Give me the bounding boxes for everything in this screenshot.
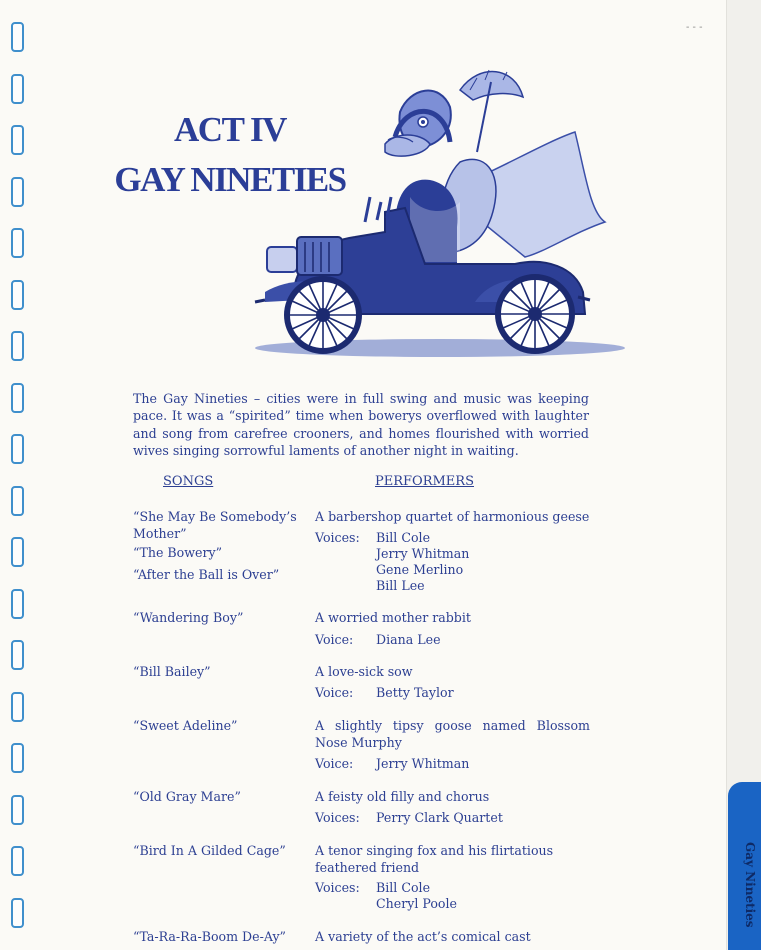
spiral-ring bbox=[11, 177, 24, 207]
song-title: “Old Gray Mare” bbox=[133, 789, 241, 804]
voice-name: Betty Taylor bbox=[376, 685, 454, 700]
performer-description: A love-sick sow bbox=[315, 664, 413, 679]
spiral-ring bbox=[11, 898, 24, 928]
spiral-ring bbox=[11, 383, 24, 413]
spiral-ring bbox=[11, 795, 24, 825]
spiral-ring bbox=[11, 743, 24, 773]
performer-description: A barbershop quartet of harmonious geese bbox=[315, 509, 590, 524]
voice-name: Bill Cole bbox=[376, 880, 431, 895]
spiral-ring bbox=[11, 640, 24, 670]
song-title: “Bill Bailey” bbox=[133, 664, 211, 679]
spiral-ring bbox=[11, 74, 24, 104]
voice-name: Gene Merlino bbox=[376, 562, 464, 577]
spiral-ring bbox=[11, 125, 24, 155]
song-title: “Wandering Boy” bbox=[133, 610, 244, 625]
voice-name: Bill Lee bbox=[376, 578, 425, 593]
performer-description: A tenor singing fox and his flirtatious feathered friend bbox=[315, 843, 554, 875]
voice-name: Perry Clark Quartet bbox=[376, 810, 503, 825]
spiral-ring bbox=[11, 228, 24, 258]
song-title: “The Bowery” bbox=[133, 545, 223, 560]
voices-label: Voices: bbox=[315, 810, 360, 825]
voices-label: Voice: bbox=[315, 685, 354, 700]
voice-name: Jerry Whitman bbox=[376, 756, 470, 771]
title-line-1: ACT IV bbox=[174, 110, 286, 149]
song-title: “Bird In A Gilded Cage” bbox=[133, 843, 286, 858]
spiral-ring bbox=[11, 692, 24, 722]
edge-mark: - - - bbox=[686, 22, 703, 33]
spiral-ring bbox=[11, 846, 24, 876]
voices-label: Voice: bbox=[315, 632, 354, 647]
performer-description: A variety of the act’s comical cast bbox=[315, 929, 531, 944]
songs-column-header: SONGS bbox=[163, 474, 214, 489]
voice-name: Diana Lee bbox=[376, 632, 441, 647]
spiral-ring bbox=[11, 331, 24, 361]
spiral-ring bbox=[11, 434, 24, 464]
voice-name: Cheryl Poole bbox=[376, 896, 457, 911]
song-title: “Sweet Adeline” bbox=[133, 718, 238, 733]
performer-description: A slightly tipsy goose named Blossom Nose Murphy bbox=[315, 718, 590, 750]
spiral-ring bbox=[11, 486, 24, 516]
voice-name: Jerry Whitman bbox=[376, 546, 470, 561]
title-line-2: GAY NINETIES bbox=[114, 160, 346, 199]
spiral-ring bbox=[11, 537, 24, 567]
spiral-ring bbox=[11, 22, 24, 52]
song-title: “Ta-Ra-Ra-Boom De-Ay” bbox=[133, 929, 287, 944]
performers-column-header: PERFORMERS bbox=[375, 474, 474, 489]
song-title: “After the Ball is Over” bbox=[133, 567, 280, 582]
spiral-ring bbox=[11, 589, 24, 619]
voices-label: Voices: bbox=[315, 530, 360, 545]
spiral-ring bbox=[11, 280, 24, 310]
goose-car-illustration bbox=[245, 52, 635, 372]
intro-paragraph: The Gay Nineties – cities were in full swing and music was keeping pace. It was a “spirited” time when bowerys overflowed with laughter and song from carefree crooners, and homes flourished with worried wives singing sorrowful laments of another night in waiting. bbox=[133, 391, 589, 459]
voices-label: Voices: bbox=[315, 880, 360, 895]
performer-description: A worried mother rabbit bbox=[315, 610, 471, 625]
performer-description: A feisty old filly and chorus bbox=[315, 789, 490, 804]
voices-label: Voice: bbox=[315, 756, 354, 771]
song-title: “She May Be Somebody’s Mother” bbox=[133, 509, 297, 541]
section-tab-label: Gay Nineties bbox=[743, 842, 757, 928]
voice-name: Bill Cole bbox=[376, 530, 431, 545]
spiral-binding bbox=[8, 0, 30, 950]
